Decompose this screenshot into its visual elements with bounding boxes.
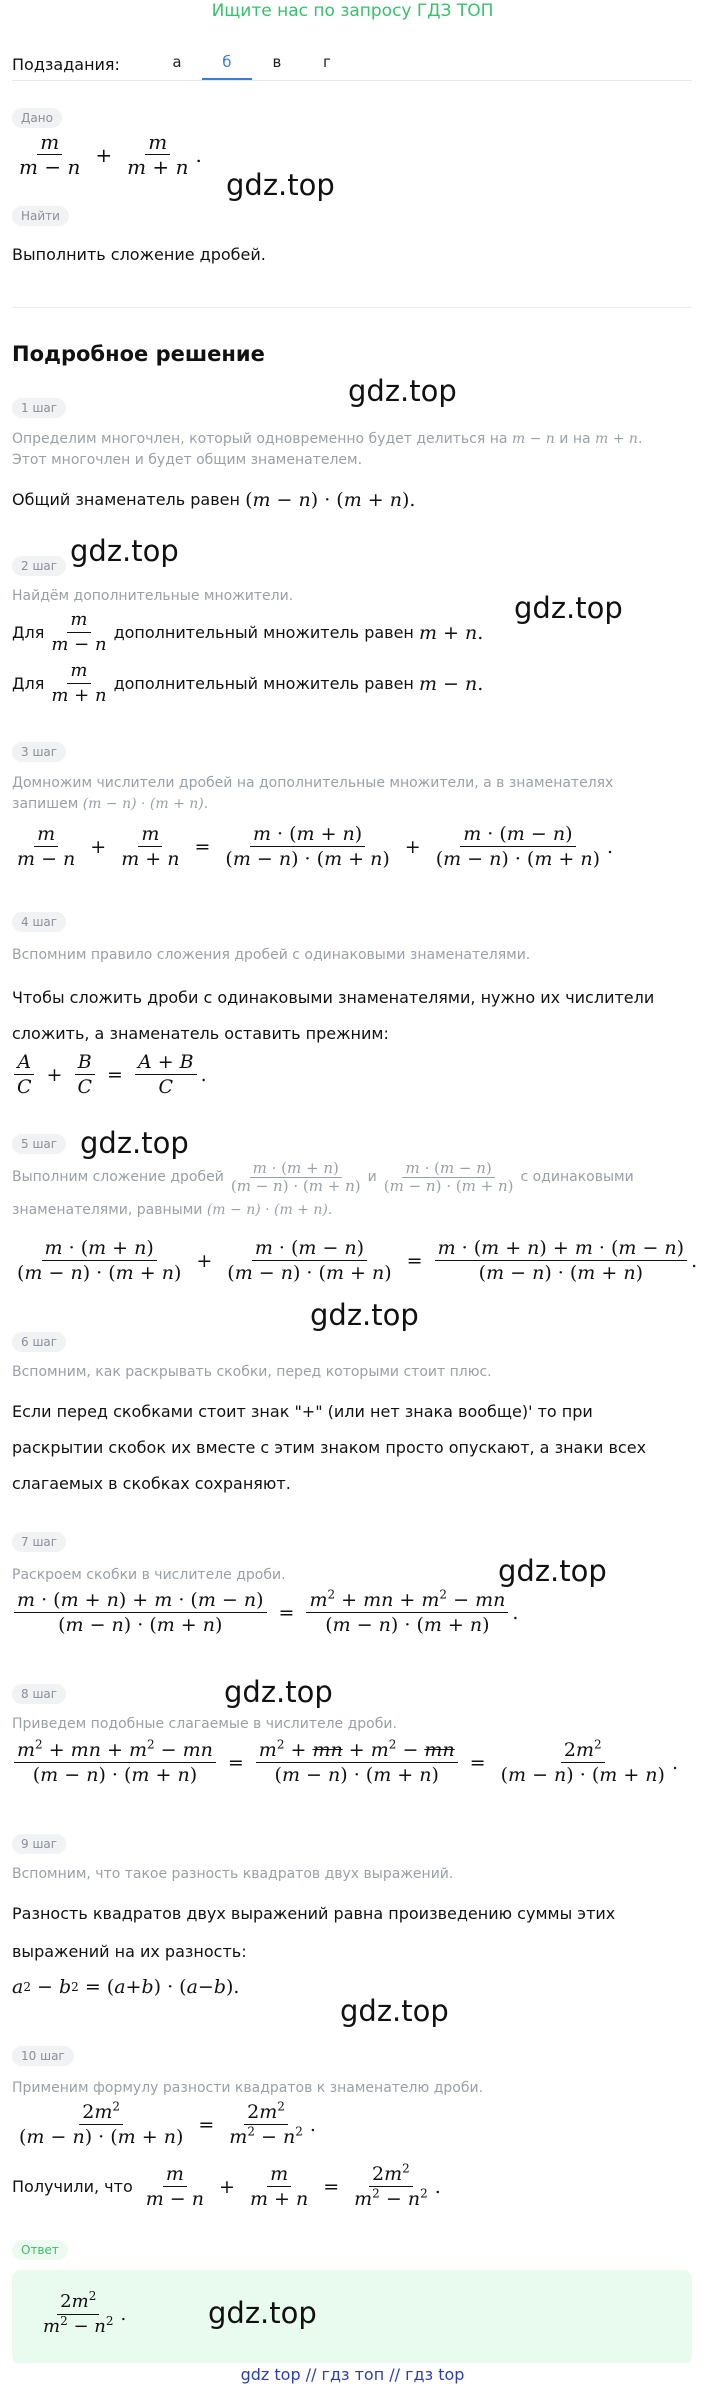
watermark: gdz.top <box>208 2296 317 2330</box>
given-chip: Дано <box>12 108 62 128</box>
step-8-chip: 8 шаг <box>12 1684 66 1704</box>
subtask-tabs <box>12 48 692 80</box>
watermark: gdz.top <box>226 168 335 202</box>
step-2-line-2: Для $\frac{m}{m + n}$ дополнительный множитель равен m − n. <box>12 660 484 706</box>
tab-a[interactable]: а <box>172 53 182 71</box>
step-2-chip: 2 шаг <box>12 556 66 576</box>
step-8-hint: Приведем подобные слагаемые в числителе дроби. <box>12 1716 397 1732</box>
step-2-hint: Найдём дополнительные множители. <box>12 588 294 604</box>
watermark: gdz.top <box>70 534 179 568</box>
watermark: gdz.top <box>310 1298 419 1332</box>
watermark: gdz.top <box>340 1994 449 2028</box>
step-4-rule: $\frac{A}{C}$ + $\frac{B}{C}$ = $\frac{A + B}{C}$ . <box>10 1050 207 1099</box>
find-chip: Найти <box>12 206 69 226</box>
step-9-text: Разность квадратов двух выражений равна произведению суммы этих выражений на их разность: <box>12 1904 616 1961</box>
search-banner: Ищите нас по запросу ГДЗ ТОП <box>211 1 494 21</box>
watermark: gdz.top <box>348 374 457 408</box>
step-6-chip: 6 шаг <box>12 1332 66 1352</box>
tabs-divider <box>12 80 692 81</box>
answer-chip: Ответ <box>12 2240 68 2260</box>
step-9-formula: a 2 − b 2 = ( a + b ) · ( a − b ). <box>12 1976 240 1998</box>
step-5-hint-2: знаменателями, равными (m − n) · (m + n). <box>12 1202 333 1218</box>
given-expression: $\frac{m}{m - n}$ + $\frac{m}{m + n}$ . <box>19 130 202 179</box>
step-10-result: Получили, что $\frac{m}{m - n}$ + $\frac{m}{m + n}$ = $\frac{2m^2}{m^2 - n^2}$ . <box>12 2161 441 2210</box>
step-9-hint: Вспомним, что такое разность квадратов двух выражений. <box>12 1866 454 1882</box>
step-1-text: Общий знаменатель равен (m − n) · (m + n). <box>12 489 416 511</box>
watermark: gdz.top <box>80 1126 189 1160</box>
step-1-chip: 1 шаг <box>12 398 66 418</box>
step-4-text: Чтобы сложить дроби с одинаковыми знаменателями, нужно их числители сложить, а знаменатель оставить прежним: <box>12 988 655 1043</box>
task-text: Выполнить сложение дробей. <box>12 245 266 264</box>
step-7-hint: Раскроем скобки в числителе дроби. <box>12 1567 286 1583</box>
step-3-formula: $\frac{m}{m - n}$ + $\frac{m}{m + n}$ = $\frac{m \cdot (m + n)}{(m - n) \cdot (m + n)}$ + $\frac{m \cdot (m - n)}{(m - n) \cdot (m + n)}$ . <box>17 823 614 870</box>
step-3-chip: 3 шаг <box>12 742 66 762</box>
step-10-hint: Применим формулу разности квадратов к знаменателю дроби. <box>12 2080 484 2096</box>
step-5-hint: Выполним сложение дробей $\frac{m \cdot (m + n)}{(m - n) \cdot (m + n)}$ и $\frac{m \cdot (m - n)}{(m - n) \cdot (m + n)}$ с одинаковыми <box>12 1159 634 1195</box>
tab-g[interactable]: г <box>322 53 331 71</box>
watermark: gdz.top <box>498 1554 607 1588</box>
step-10-formula: $\frac{2m^2}{(m - n) \cdot (m + n)}$ = $\frac{2m^2}{m^2 - n^2}$ . <box>19 2099 316 2148</box>
step-8-formula: $\frac{m^2 + mn + m^2 - mn}{(m - n) \cdot (m + n)}$ = $\frac{m^2 + mn + m^2 - mn}{(m - n) \cdot (m + n)}$ = $\frac{2m^2}{(m - n) \cdot (m + n)}$ . <box>10 1738 678 1787</box>
tabs-label: Подзадания: <box>12 54 120 74</box>
step-6-hint: Вспомним, как раскрывать скобки, перед которыми стоит плюс. <box>12 1364 492 1380</box>
section-title: Подробное решение <box>12 342 265 366</box>
tab-b[interactable]: б <box>202 48 252 80</box>
step-3-hint: Домножим числители дробей на дополнительные множители, а в знаменателях запишем (m − n) · (m + n). <box>12 775 614 812</box>
footer-links[interactable]: gdz top // гдз топ // гдз top <box>0 2363 705 2387</box>
step-5-chip: 5 шаг <box>12 1134 66 1154</box>
answer-formula: $\frac{2m^2}{m^2 - n^2}$ . <box>43 2289 127 2337</box>
step-4-chip: 4 шаг <box>12 912 66 932</box>
watermark: gdz.top <box>514 591 623 625</box>
divider <box>12 307 692 308</box>
tab-v[interactable]: в <box>272 53 282 71</box>
step-2-line-1: Для $\frac{m}{m - n}$ дополнительный множитель равен m + n. <box>12 609 484 655</box>
step-1-hint: Определим многочлен, который одновременно будет делиться на m − n и на m + n. Этот многочлен и будет общим знаменателем. <box>12 431 643 468</box>
step-5-formula: $\frac{m \cdot (m + n)}{(m - n) \cdot (m + n)}$ + $\frac{m \cdot (m - n)}{(m - n) \cdot (m + n)}$ = $\frac{m \cdot (m + n) + m \cdot (m - n)}{(m - n) \cdot (m + n)}$ . <box>17 1237 698 1284</box>
watermark: gdz.top <box>224 1675 333 1709</box>
step-4-hint: Вспомним правило сложения дробей с одинаковыми знаменателями. <box>12 947 531 963</box>
step-7-formula: $\frac{m \cdot (m + n) + m \cdot (m - n)}{(m - n) \cdot (m + n)}$ = $\frac{m^2 + mn + m^2 - mn}{(m - n) \cdot (m + n)}$ . <box>10 1588 518 1637</box>
step-10-chip: 10 шаг <box>12 2046 74 2066</box>
step-6-text: Если перед скобками стоит знак "+" (или нет знака вообще)' то при раскрытии скобок их вместе с этим знаком просто опускают, а знаки всех слагаемых в скобках сохраняют. <box>12 1402 647 1493</box>
step-9-chip: 9 шаг <box>12 1834 66 1854</box>
step-7-chip: 7 шаг <box>12 1532 66 1552</box>
